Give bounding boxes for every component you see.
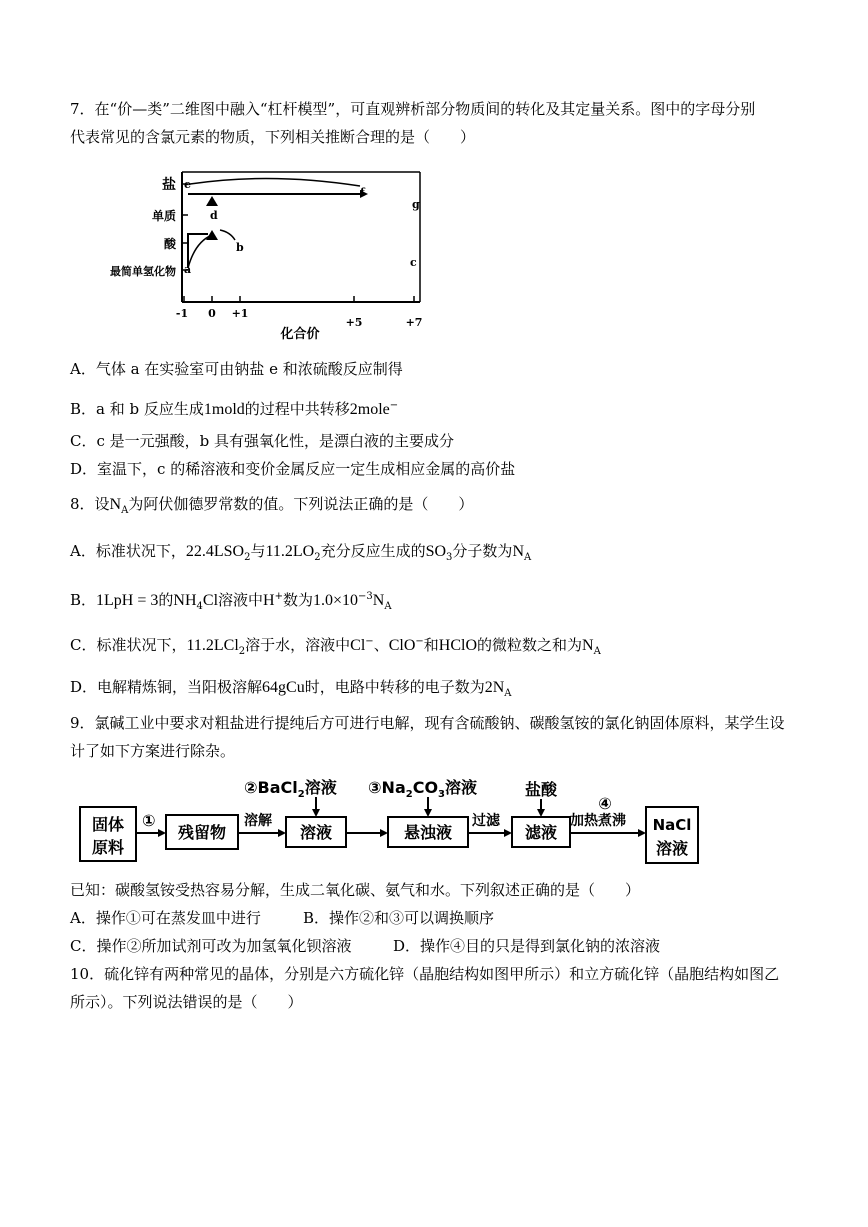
q9-stem-line1: 9．氯碱工业中要求对粗盐进行提纯后方可进行电解，现有含硫酸钠、碳酸氢铵的氯化钠固体原料，某学生设 (70, 714, 785, 732)
q9-flowchart (78, 775, 703, 870)
point-d: d (210, 209, 218, 222)
dissolve-label: 溶解 (244, 813, 272, 829)
q8-option-b: B．1LpH = 3的$NH_4Cl$溶液中H+数为$1.0\times 10^{-3}N_A$ (70, 591, 392, 612)
y-label-element: 单质 (151, 209, 176, 223)
y-label-hydride: 最简单氢化物 (110, 265, 176, 278)
q8-option-a: A．标准状况下，$22.4LSO_2$与$11.2LO_2$充分反应生成的$SO_3$分子数为$N_A$ (70, 542, 532, 563)
fulcrum-salt (206, 196, 218, 206)
q9-option-a: A．操作①可在蒸发皿中进行 (70, 909, 261, 927)
q10-stem-line1: 10．硫化锌有两种常见的晶体，分别是六方硫化锌（晶胞结构如图甲所示）和立方硫化锌（晶胞结构如图乙 (70, 965, 780, 983)
q9-option-b: B．操作②和③可以调换顺序 (303, 909, 495, 927)
q7-stem-line2: 代表常见的含氯元素的物质，下列相关推断合理的是（ ） (70, 128, 476, 146)
q9-stem-line2: 计了如下方案进行除杂。 (70, 742, 236, 760)
x-tick-plus5: +5 (345, 316, 363, 329)
q8-stem: 8．设$N_A$为阿伏伽德罗常数的值。下列说法正确的是（ ） (70, 495, 474, 516)
q9-option-c: C．操作②所加试剂可改为加氢氧化钡溶液 (70, 937, 352, 955)
x-tick-0: 0 (208, 307, 216, 320)
q7-option-b: B．a 和 b 反应生成1mold的过程中共转移2mole− (70, 400, 399, 418)
q8-option-d: D．电解精炼铜，当阳极溶解64gCu时，电路中转移的电子数为$2N_A$ (70, 678, 512, 699)
q8-option-c: C．标准状况下，11.2LCl$_2$溶于水，溶液中Cl−、ClO−和HClO的微粒数之和为$N_A$ (70, 636, 601, 657)
salt-lever-curve (190, 178, 360, 186)
filter-label: 过滤 (472, 813, 500, 829)
point-e: e (184, 178, 191, 191)
heat-boil-label: 加热煮沸 (570, 813, 626, 829)
svg-text:残留物: 残留物 (177, 823, 227, 842)
x-tick-plus7: +7 (405, 316, 423, 329)
q10-stem-line2: 所示）。下列说法错误的是（ ） (70, 993, 303, 1011)
q7-option-c: C．c 是一元强酸，b 具有强氧化性，是漂白液的主要成分 (70, 432, 455, 450)
q7-option-a: A．气体 a 在实验室可由钠盐 e 和浓硫酸反应制得 (70, 360, 403, 378)
y-label-salt: 盐 (162, 177, 176, 193)
y-label-acid: 酸 (163, 237, 176, 251)
point-c: c (410, 256, 417, 269)
x-tick-plus1: +1 (231, 307, 249, 320)
svg-text:悬浊液: 悬浊液 (403, 823, 453, 842)
svg-text:原料: 原料 (91, 838, 125, 857)
reagent-hcl: 盐酸 (524, 780, 558, 799)
step-1-label: ① (142, 811, 156, 830)
x-axis-title: 化合价 (280, 327, 320, 342)
svg-text:溶液: 溶液 (299, 823, 333, 842)
point-g: g (412, 198, 420, 211)
x-tick-minus1: -1 (175, 307, 189, 320)
svg-text:溶液: 溶液 (655, 839, 689, 858)
point-f: f (360, 186, 365, 199)
q7-stem-line1: 7．在“价—类”二维图中融入“杠杆模型”，可直观辨析部分物质间的转化及其定量关系。图中的字母分别 (70, 100, 756, 118)
q9-option-d: D．操作④目的只是得到氯化钠的浓溶液 (393, 937, 661, 955)
reagent-na2co3: $③Na_2CO_3$溶液 (368, 778, 478, 800)
q7-price-class-chart (70, 162, 440, 342)
svg-text:固体: 固体 (91, 815, 125, 834)
step-4-label: ④ (598, 794, 612, 813)
svg-text:NaCl: NaCl (652, 816, 692, 834)
point-b: b (236, 241, 244, 254)
svg-text:滤液: 滤液 (524, 823, 558, 842)
q7-option-d: D．室温下，c 的稀溶液和变价金属反应一定生成相应金属的高价盐 (70, 460, 516, 478)
q9-known: 已知：碳酸氢铵受热容易分解，生成二氧化碳、氨气和水。下列叙述正确的是（ ） (70, 881, 641, 899)
reagent-bacl2: ②BaCl$_2$溶液 (244, 778, 337, 800)
point-a: a (184, 263, 192, 276)
